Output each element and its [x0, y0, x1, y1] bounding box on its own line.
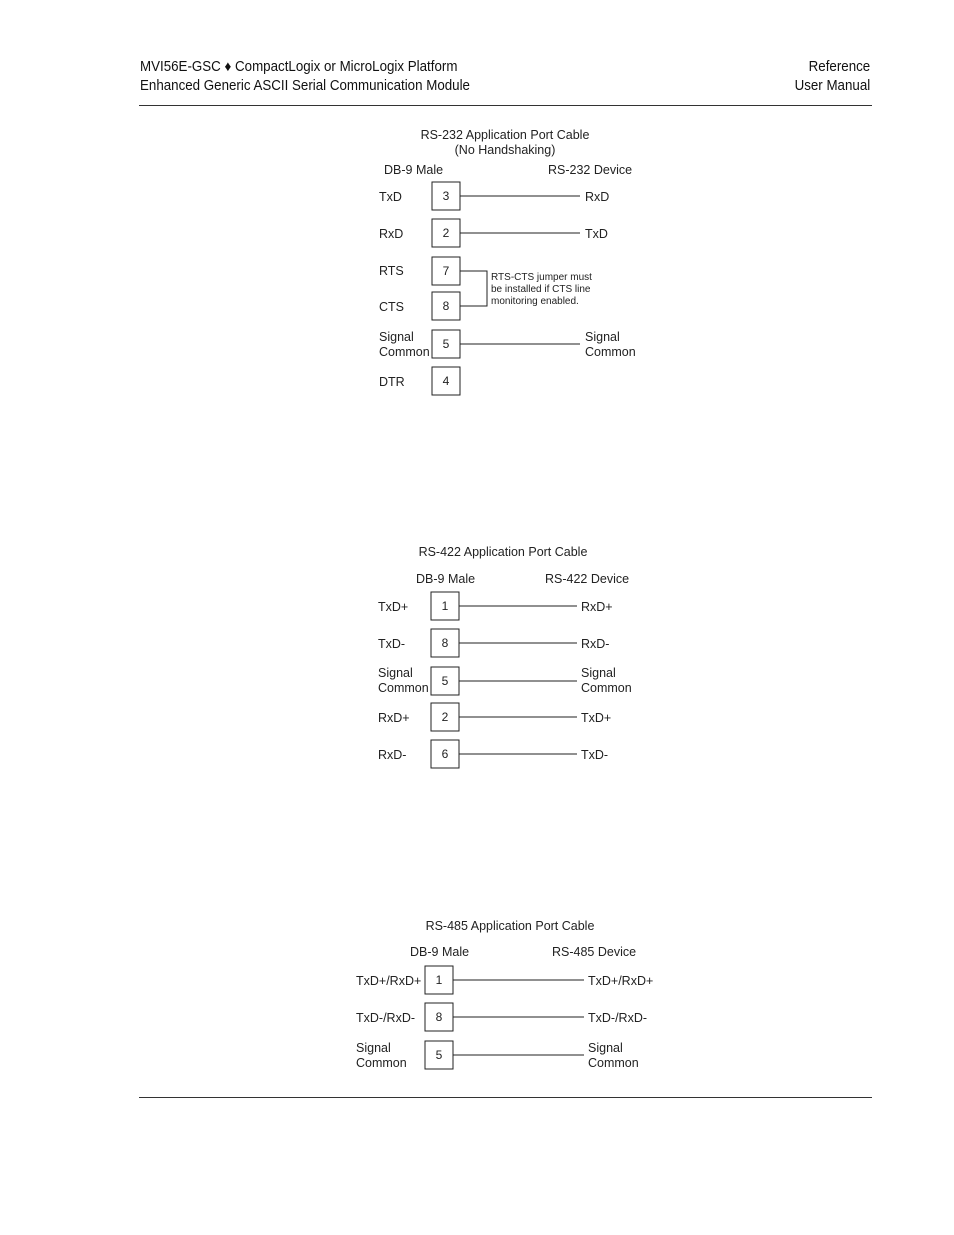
rs232-diagram [379, 128, 636, 395]
rs422-right-label: TxD- [581, 748, 609, 762]
rs422-diagram [378, 545, 632, 768]
rs232-subtitle: (No Handshaking) [454, 143, 556, 157]
header-doc-type: User Manual [794, 78, 870, 94]
header-section: Reference [808, 59, 870, 75]
rs232-jumper-note: RTS-CTS jumper must [491, 272, 592, 283]
rs485-left-label: TxD+/RxD+ [356, 974, 422, 988]
rs485-pin-number: 5 [435, 1048, 443, 1062]
rs232-left-label: CTS [379, 300, 404, 314]
rs232-left-label: DTR [379, 375, 405, 389]
rs232-pin-number: 5 [442, 337, 450, 351]
header-product-subtitle: Enhanced Generic ASCII Serial Communication Module [140, 78, 470, 94]
rs485-left-heading: DB-9 Male [410, 945, 470, 959]
rs232-pin-number: 4 [442, 374, 450, 388]
rs485-pin-number: 8 [435, 1010, 443, 1024]
rs485-right-heading: RS-485 Device [552, 945, 637, 959]
rs232-right-label: Signal [585, 330, 620, 344]
rs422-right-label: Signal [581, 666, 616, 680]
rs422-left-label: Common [378, 681, 429, 695]
rs232-left-heading: DB-9 Male [384, 163, 444, 177]
rs422-left-label: RxD+ [378, 711, 410, 725]
rs232-left-label: RxD [379, 227, 404, 241]
header-product-title: MVI56E-GSC ♦ CompactLogix or MicroLogix Platform [140, 59, 458, 75]
rs422-right-label: RxD+ [581, 600, 613, 614]
rs422-pin-number: 5 [441, 674, 449, 688]
rs422-title: RS-422 Application Port Cable [418, 545, 588, 559]
rs422-right-heading: RS-422 Device [545, 572, 630, 586]
rs232-rts-cts-jumper [460, 271, 487, 306]
rs422-pin-number: 8 [441, 636, 449, 650]
rs422-left-label: Signal [378, 666, 413, 680]
rs422-pin-number: 1 [441, 599, 449, 613]
rs232-right-label: RxD [585, 190, 610, 204]
rs485-pin-number: 1 [435, 973, 443, 987]
rs422-left-label: RxD- [378, 748, 407, 762]
rs422-right-label: TxD+ [581, 711, 612, 725]
rs485-right-label: TxD-/RxD- [588, 1011, 648, 1025]
rs232-jumper-note: be installed if CTS line [491, 284, 591, 295]
rs232-right-heading: RS-232 Device [548, 163, 633, 177]
rs485-left-label: TxD-/RxD- [356, 1011, 416, 1025]
rs232-right-label: TxD [585, 227, 608, 241]
rs232-left-label: TxD [379, 190, 402, 204]
rs232-pin-number: 2 [442, 226, 450, 240]
rs232-left-label: Signal [379, 330, 414, 344]
rs232-pin-number: 3 [442, 189, 450, 203]
rs422-left-label: TxD+ [378, 600, 409, 614]
rs485-right-label: Signal [588, 1041, 623, 1055]
rs422-pin-number: 6 [441, 747, 449, 761]
rs422-right-label: Common [581, 681, 632, 695]
rs422-left-label: TxD- [378, 637, 406, 651]
rs232-jumper-note: monitoring enabled. [491, 296, 579, 307]
rs422-pin-number: 2 [441, 710, 449, 724]
rs232-pin-number: 8 [442, 299, 450, 313]
rs232-right-label: Common [585, 345, 636, 359]
rs232-title: RS-232 Application Port Cable [420, 128, 590, 142]
rs485-title: RS-485 Application Port Cable [425, 919, 595, 933]
rs422-left-heading: DB-9 Male [416, 572, 476, 586]
rs485-left-label: Common [356, 1056, 407, 1070]
rs232-pin-number: 7 [442, 264, 450, 278]
rs485-right-label: Common [588, 1056, 639, 1070]
rs422-right-label: RxD- [581, 637, 610, 651]
rs485-right-label: TxD+/RxD+ [588, 974, 654, 988]
rs232-left-label: RTS [379, 264, 404, 278]
rs485-diagram [356, 919, 653, 1070]
rs485-left-label: Signal [356, 1041, 391, 1055]
rs232-left-label: Common [379, 345, 430, 359]
